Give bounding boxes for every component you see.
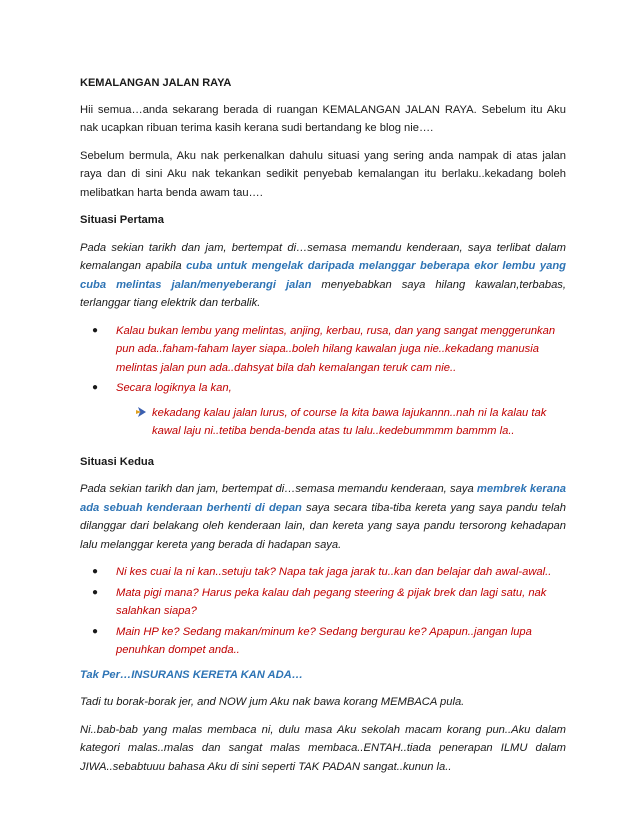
section-1-bullets xyxy=(80,322,566,398)
bullet-icon: ● xyxy=(92,324,99,336)
s1-highlight: cuba untuk mengelak daripada melanggar beberapa ekor lembu yang cuba melintas jalan/menyeberangi jalan xyxy=(80,260,566,291)
s1-text-a: Pada sekian tarikh dan jam, bertempat di…semasa memandu kenderaan, saya terlibat dalam kemalangan apabila xyxy=(80,241,566,272)
closing-paragraph-1: Tadi tu borak-borak jer, and NOW jum Aku nak bawa korang MEMBACA pula. xyxy=(80,696,465,708)
insurance-heading: Tak Per…INSURANS KERETA KAN ADA… xyxy=(80,668,303,681)
s2-text-a: Pada sekian tarikh dan jam, bertempat di…semasa memandu kenderaan, saya xyxy=(80,483,477,495)
bullet-icon: ● xyxy=(92,625,99,637)
section-2-heading: Situasi Kedua xyxy=(80,455,154,468)
bullet-icon: ● xyxy=(92,382,99,393)
document-page xyxy=(80,74,566,785)
s1-text-c: menyebabkan saya hilang kawalan,terbabas, terlanggar tiang elektrik dan terbalik. xyxy=(80,278,566,309)
list-item: ● Main HP ke? Sedang makan/minum ke? Sedang bergurau ke? Apapun..jangan lupa penuhkan dompet anda.. xyxy=(80,623,566,660)
list-item: ● Kalau bukan lembu yang melintas, anjing, kerbau, rusa, dan yang sangat menggerunkan pun ada..faham-faham layer siapa..boleh hilang kawalan juga nie..kekadang manusia melintas jalan pun ada..dahsyat bila dah kemalangan teruk cam nie.. xyxy=(80,322,566,378)
bullet-icon: ● xyxy=(92,566,99,577)
section-1-heading: Situasi Pertama xyxy=(80,214,164,226)
document-title: KEMALANGAN JALAN RAYA xyxy=(80,77,232,89)
intro-paragraph-2: Sebelum bermula, Aku nak perkenalkan dahulu situasi yang sering anda nampak di atas jalan raya dan di sini Aku nak tekankan sedikit penyebab kemalangan itu berlaku..kekadang boleh melibatkan harta benda awam tau…. xyxy=(80,149,566,199)
sub-bullet: kekadang kalau jalan lurus, of course la kita bawa lajukannn..nah ni la kalau tak kawal laju ni..tetiba benda-benda atas tu lalu..kedebummmm bammm la.. xyxy=(80,404,566,441)
section-2-bullets xyxy=(80,563,566,660)
closing-paragraph-2: Ni..bab-bab yang malas membaca ni, dulu masa Aku sekolah macam korang pun..Aku dalam kategori malas..malas dan sangat malas membaca..ENTAH..tiada penerapan ILMU dalam JIWA..sebabtuuu bahasa Aku di sini seperti TAK PADAN sangat..kunun la.. xyxy=(80,723,566,773)
list-item: ● Mata pigi mana? Harus peka kalau dah pegang steering & pijak brek dan lagi satu, nak salahkan siapa? xyxy=(80,584,566,621)
list-item: ● Ni kes cuai la ni kan..setuju tak? Napa tak jaga jarak tu..kan dan belajar dah awal-awal.. xyxy=(80,563,566,582)
section-1-paragraph xyxy=(80,239,566,313)
intro-paragraph-1: Hii semua…anda sekarang berada di ruangan KEMALANGAN JALAN RAYA. Sebelum itu Aku nak ucapkan ribuan terima kasih kerana sudi bertandang ke blog nie…. xyxy=(80,103,566,134)
bullet-icon: ● xyxy=(92,586,99,598)
s2-text-c: saya secara tiba-tiba kereta yang saya pandu telah dilanggar dari belakang oleh kenderaan lain, dan kereta yang saya pandu tersorong kehadapan lalu melanggar kereta yang berada di hadapan saya. xyxy=(80,501,566,551)
s2-highlight: membrek kerana ada sebuah kenderaan berhenti di depan xyxy=(80,483,566,514)
list-item: ● Secara logiknya la kan, xyxy=(80,379,566,398)
arrow-bullet-icon xyxy=(136,406,148,418)
section-2-paragraph xyxy=(80,480,566,554)
